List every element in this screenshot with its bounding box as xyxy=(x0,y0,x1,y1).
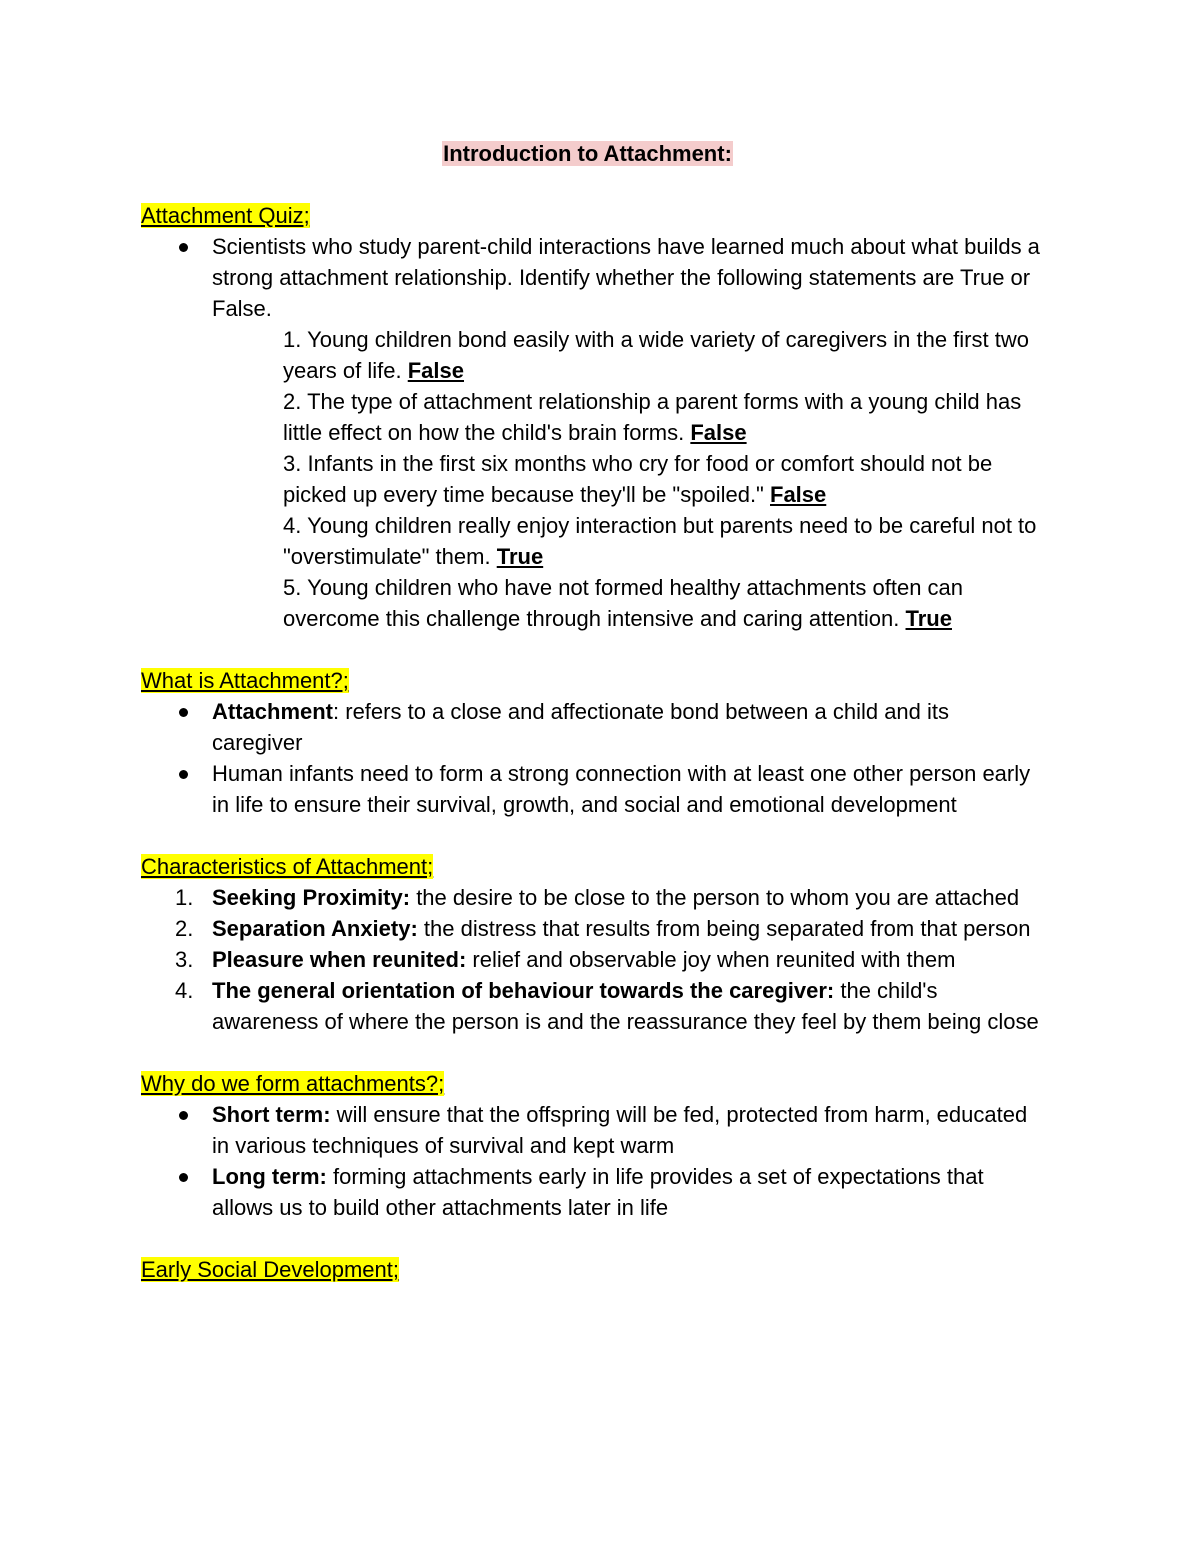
term: Attachment xyxy=(212,699,334,724)
list-item: 1. Seeking Proximity: the desire to be close to the person to whom you are attached xyxy=(141,882,1041,913)
characteristics-list xyxy=(141,882,1041,1037)
quiz-item-5: 5. Young children who have not formed healthy attachments often can overcome this challenge through intensive and caring attention. True xyxy=(283,575,964,631)
what-is-list xyxy=(141,696,1041,820)
list-item: 2. Separation Anxiety: the distress that results from being separated from that person xyxy=(141,913,1041,944)
quiz-answer: False xyxy=(770,482,827,507)
section-heading-early: Early Social Development; xyxy=(141,1257,400,1282)
section-heading-why: Why do we form attachments?; xyxy=(141,1071,445,1096)
term: Long term: xyxy=(212,1164,327,1189)
term: Pleasure when reunited: xyxy=(212,947,467,972)
term: Short term: xyxy=(212,1102,331,1127)
why-list xyxy=(141,1099,1041,1223)
list-item: Short term: will ensure that the offspring will be fed, protected from harm, educated in various techniques of survival and kept warm xyxy=(141,1099,1041,1161)
quiz-item-4: 4. Young children really enjoy interaction but parents need to be careful not to "overstimulate" them. True xyxy=(283,513,1037,569)
list-item: Long term: forming attachments early in life provides a set of expectations that allows us to build other attachments later in life xyxy=(141,1161,1041,1223)
title-row xyxy=(141,138,1034,169)
section-heading-quiz: Attachment Quiz; xyxy=(141,203,310,228)
quiz-answer: False xyxy=(407,358,464,383)
section-heading-characteristics: Characteristics of Attachment; xyxy=(141,854,434,879)
section-what-is xyxy=(141,665,1041,820)
section-early xyxy=(141,1254,1041,1285)
list-item: Attachment: refers to a close and affectionate bond between a child and its caregiver xyxy=(141,696,1041,758)
document-title: Introduction to Attachment: xyxy=(443,141,732,166)
quiz-item-2: 2. The type of attachment relationship a parent forms with a young child has little effect on how the child's brain forms. False xyxy=(283,389,1022,445)
quiz-answer: True xyxy=(905,606,952,631)
list-number: 2. xyxy=(175,916,194,941)
list-number: 4. xyxy=(175,978,194,1003)
term: The general orientation of behaviour towards the caregiver: xyxy=(212,978,835,1003)
quiz-item-3: 3. Infants in the first six months who cry for food or comfort should not be picked up every time because they'll be "spoiled." False xyxy=(283,451,993,507)
quiz-intro-list xyxy=(141,231,1041,634)
section-why xyxy=(141,1068,1041,1223)
quiz-items xyxy=(141,324,1041,634)
list-item: 3. Pleasure when reunited: relief and observable joy when reunited with them xyxy=(141,944,1041,975)
section-quiz xyxy=(141,200,1041,634)
list-number: 1. xyxy=(175,885,194,910)
list-number: 3. xyxy=(175,947,194,972)
list-item: 4. The general orientation of behaviour towards the caregiver: the child's awareness of where the person is and the reassurance they feel by them being close xyxy=(141,975,1041,1037)
document-body xyxy=(141,138,1041,1316)
quiz-answer: True xyxy=(496,544,544,569)
list-item xyxy=(141,231,1041,634)
quiz-intro-text: Scientists who study parent-child interactions have learned much about what builds a strong attachment relationship. Identify whether the following statements are True or False. xyxy=(212,234,1040,321)
list-item: Human infants need to form a strong connection with at least one other person early in life to ensure their survival, growth, and social and emotional development xyxy=(141,758,1041,820)
section-heading-what-is: What is Attachment?; xyxy=(141,668,349,693)
term: Seeking Proximity: xyxy=(212,885,411,910)
quiz-answer: False xyxy=(690,420,747,445)
quiz-item-1: 1. Young children bond easily with a wide variety of caregivers in the first two years of life. False xyxy=(283,327,1029,383)
term: Separation Anxiety: xyxy=(212,916,418,941)
section-characteristics xyxy=(141,851,1041,1037)
